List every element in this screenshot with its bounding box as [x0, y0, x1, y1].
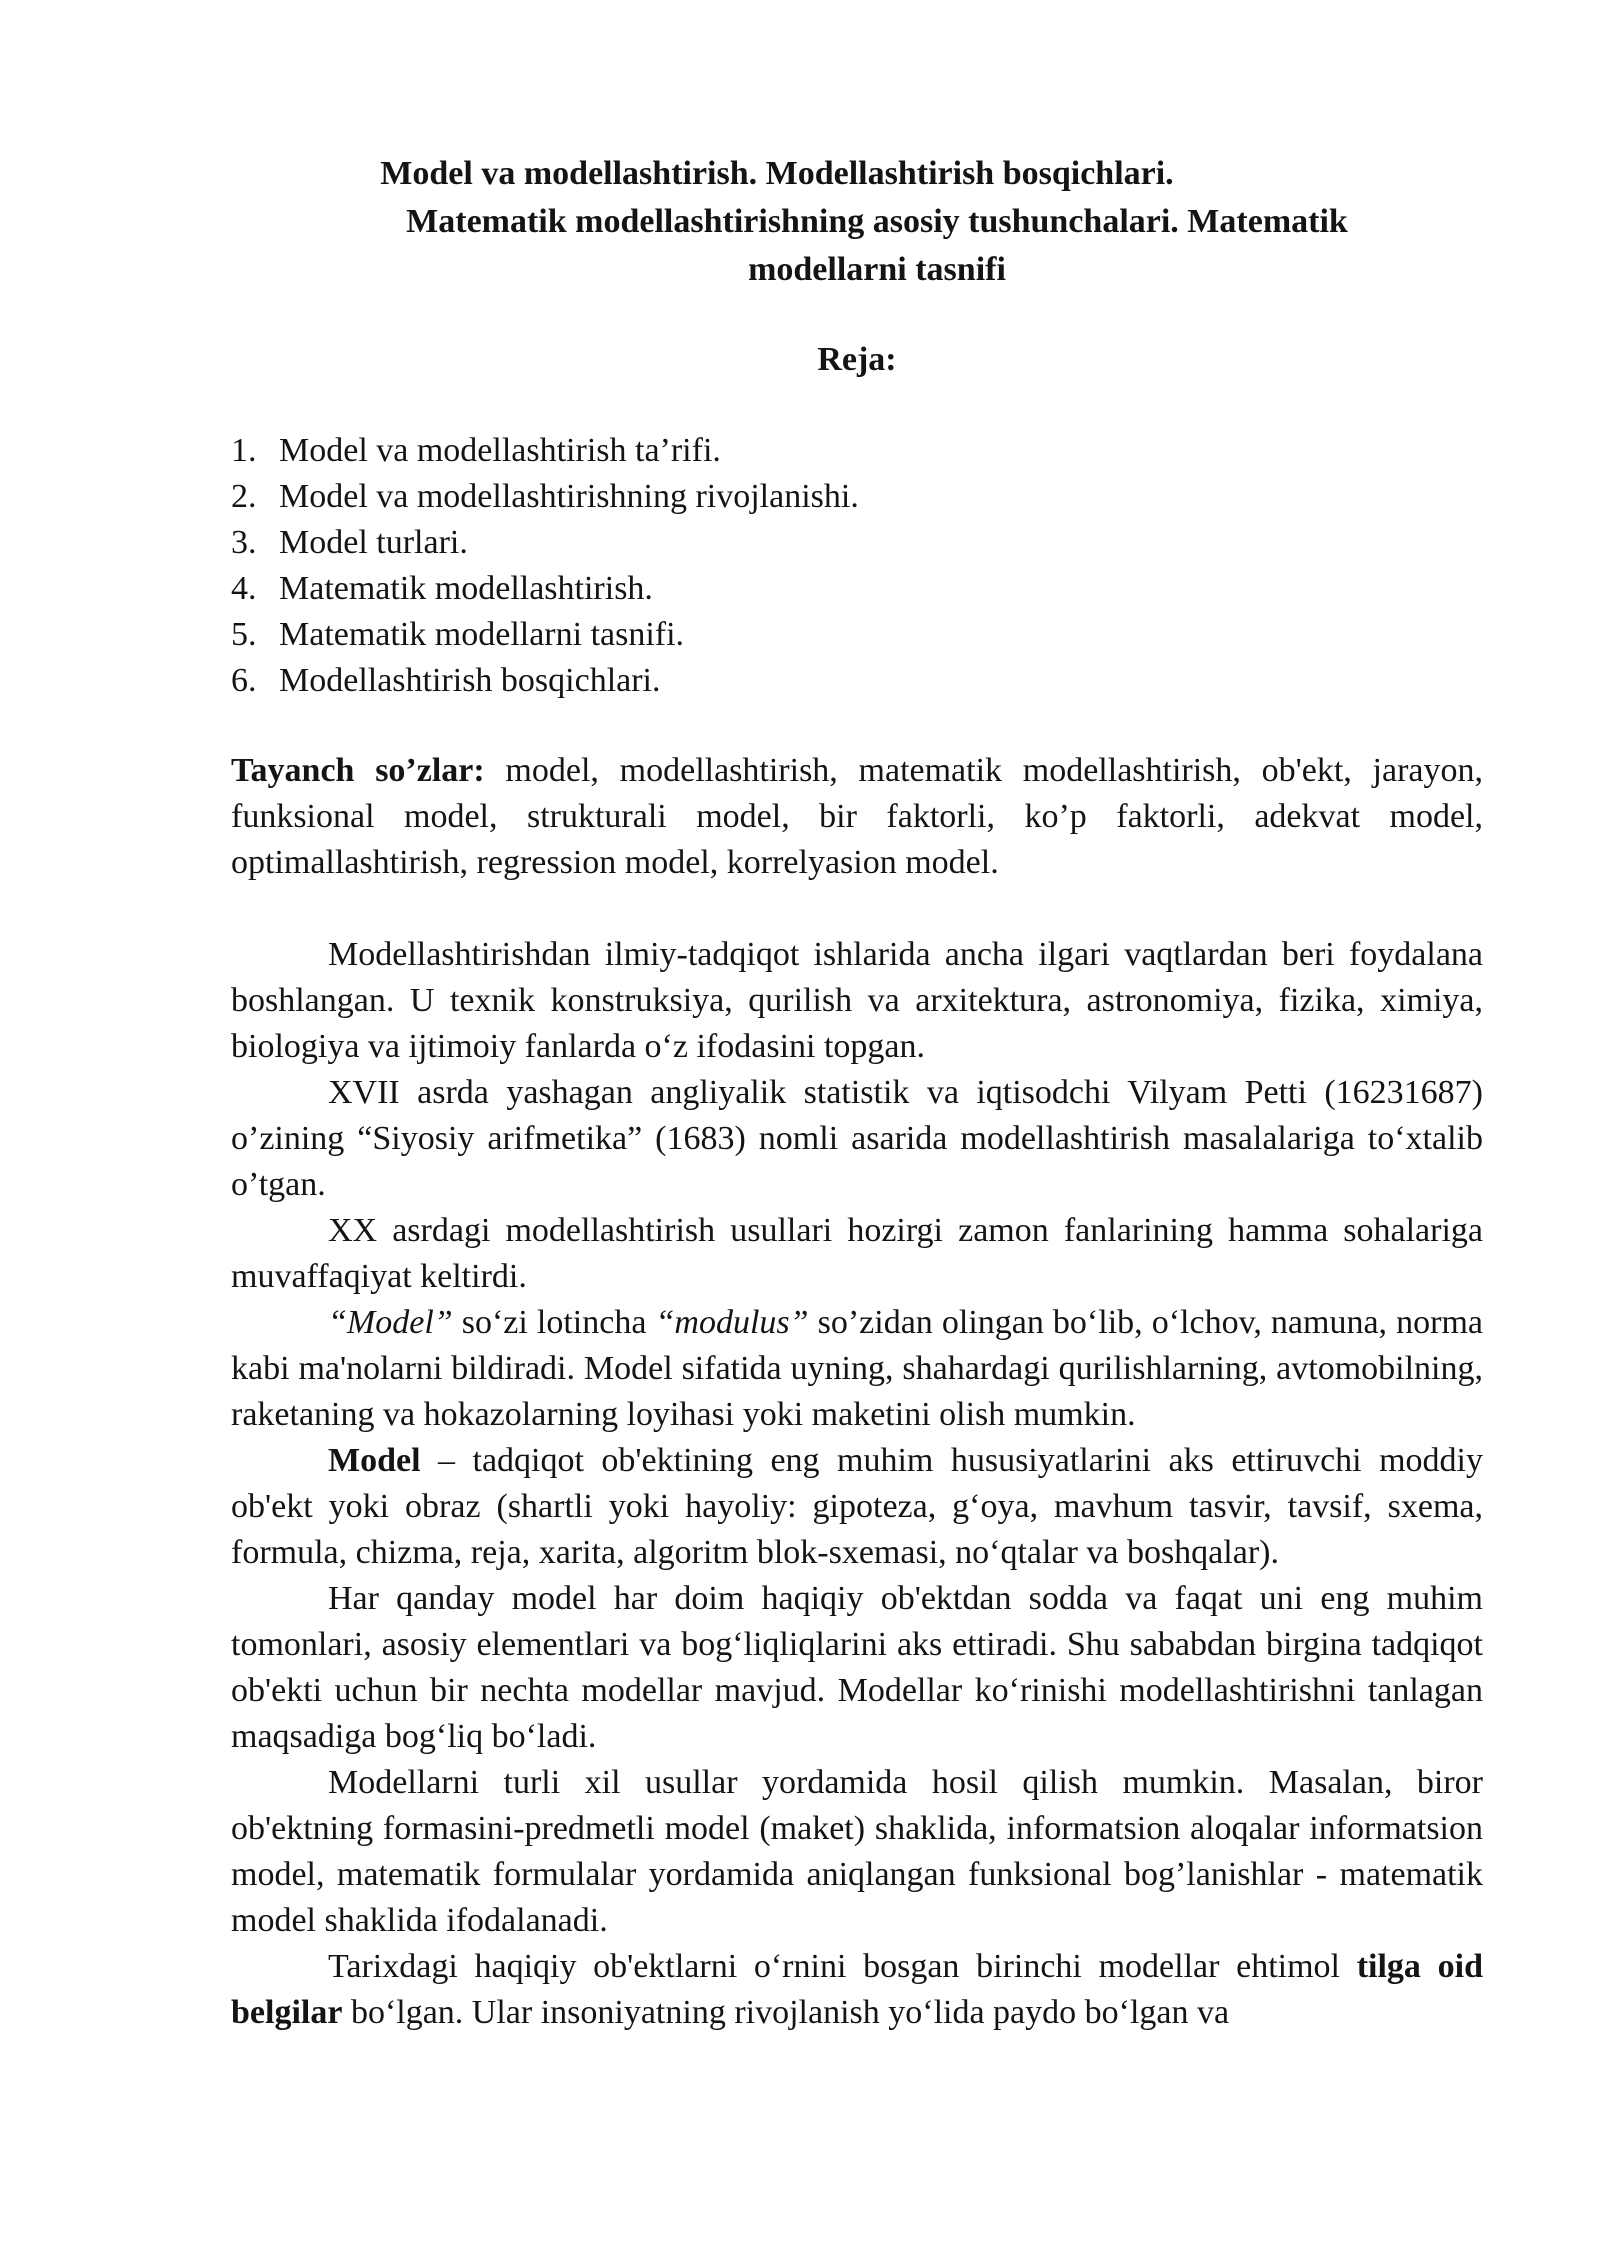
title-line-2: Matematik modellashtirishning asosiy tushunchalari. Matematik [406, 203, 1348, 240]
plan-item [231, 658, 1483, 704]
paragraph-4-mid: so‘zi lotincha [452, 1304, 656, 1341]
paragraph-3: XX asrdagi modellashtirish usullari hozirgi zamon fanlarining hamma sohalariga muvaffaqiyat keltirdi. [231, 1212, 1483, 1295]
plan-item-text: Model turlari. [279, 524, 468, 561]
plan-item-text: Matematik modellarni tasnifi. [279, 616, 685, 653]
paragraph-4 [231, 1300, 1483, 1438]
plan-item-number: 2. [231, 478, 257, 515]
paragraph-8-start: Tarixdagi haqiqiy ob'ektlarni o‘rnini bosgan birinchi modellar ehtimol [328, 1948, 1357, 1985]
model-definition-term: Model [328, 1442, 421, 1479]
plan-item-number: 1. [231, 432, 257, 469]
term-model: “Model” [328, 1304, 453, 1341]
paragraph-5 [231, 1438, 1483, 1576]
paragraph-4-rest: so’zidan olingan bo‘lib, o‘lchov, namuna, norma kabi ma'nolarni bildiradi. Model sifatida uyning, shahardagi qurilishlarning, avtomobilning, raketaning va hokazolarning loyihasi yoki maketini olish mumkin. [231, 1304, 1483, 1433]
plan-item-number: 6. [231, 662, 257, 699]
term-language-signs: tilga oid belgilar [231, 1948, 1483, 2031]
paragraph-2: XVII asrda yashagan angliyalik statistik va iqtisodchi Vilyam Petti (16231687) o’zining “Siyosiy arifmetika” (1683) nomli asarida modellashtirish masalalariga to‘xtalib o’tgan. [231, 1074, 1483, 1203]
plan-item-text: Model va modellashtirishning rivojlanishi. [279, 478, 859, 515]
term-modulus: “modulus” [655, 1304, 809, 1341]
paragraph-5-rest: – tadqiqot ob'ektining eng muhim hususiyatlarini aks ettiruvchi moddiy ob'ekt yoki obraz (shartli yoki hayoliy: gipoteza, g‘oya, mavhum tasvir, tavsif, sxema, formula, chizma, reja, xarita, algoritm blok-sxemasi, no‘qtalar va boshqalar). [231, 1442, 1483, 1571]
paragraph-7: Modellarni turli xil usullar yordamida hosil qilish mumkin. Masalan, biror ob'ektning formasini-predmetli model (maket) shaklida, informatsion aloqalar informatsion model, matematik formulalar yordamida aniqlangan funksional bog’lanishlar - matematik model shaklida ifodalanadi. [231, 1764, 1483, 1939]
plan-item-text: Model va modellashtirish ta’rifi. [279, 432, 721, 469]
keywords-label: Tayanch so’zlar: [231, 752, 485, 789]
plan-item-number: 3. [231, 524, 257, 561]
plan-item-number: 5. [231, 616, 257, 653]
plan-item [231, 474, 1483, 520]
paragraph-1: Modellashtirishdan ilmiy-tadqiqot ishlarida ancha ilgari vaqtlardan beri foydalana boshlangan. U texnik konstruksiya, qurilish va arxitektura, astronomiya, fizika, ximiya, biologiya va ijtimoiy fanlarda o‘z ifodasini topgan. [231, 936, 1483, 1065]
plan-item [231, 428, 1483, 474]
keywords-text: model, modellashtirish, matematik modellashtirish, ob'ekt, jarayon, funksional model, strukturali model, bir faktorli, ko’p faktorli, adekvat model, optimallashtirish, regression model, korrelyasion model. [231, 752, 1483, 881]
plan-list [231, 428, 1483, 704]
plan-item-text: Matematik modellashtirish. [279, 570, 653, 607]
plan-heading: Reja: [817, 341, 897, 378]
paragraph-6: Har qanday model har doim haqiqiy ob'ektdan sodda va faqat uni eng muhim tomonlari, asosiy elementlari va bog‘liqliqlarini aks ettiradi. Shu sababdan birgina tadqiqot ob'ekti uchun bir nechta modellar mavjud. Modellar ko‘rinishi modellashtirishni tanlagan maqsadiga bog‘liq bo‘ladi. [231, 1580, 1483, 1755]
plan-item-number: 4. [231, 570, 257, 607]
plan-item [231, 520, 1483, 566]
paragraph-8 [231, 1944, 1483, 2036]
plan-item [231, 612, 1483, 658]
plan-item-text: Modellashtirish bosqichlari. [279, 662, 661, 699]
document-page [231, 150, 1483, 2036]
paragraph-8-rest: bo‘lgan. Ular insoniyatning rivojlanish yo‘lida paydo bo‘lgan va [342, 1994, 1230, 2031]
document-title [231, 150, 1483, 294]
plan-item [231, 566, 1483, 612]
title-line-3: modellarni tasnifi [748, 251, 1006, 288]
title-line-1: Model va modellashtirish. Modellashtirish bosqichlari. [380, 155, 1174, 192]
keywords-paragraph [231, 748, 1483, 886]
